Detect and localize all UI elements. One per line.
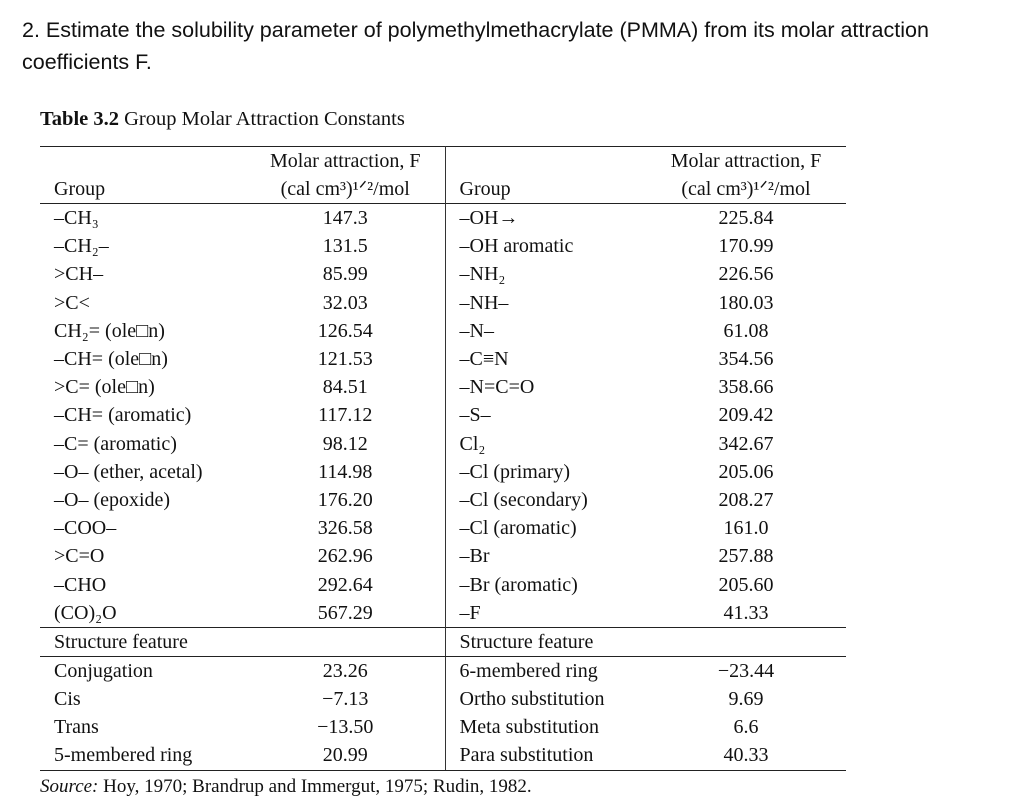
group-cell: Trans (54, 716, 99, 739)
value-cell: 61.08 (723, 319, 769, 342)
group-cell: –CH₂– (54, 235, 109, 258)
group-cell: –Br (445, 542, 646, 570)
table-source (40, 774, 846, 800)
table-row (40, 260, 846, 288)
value-cell: 147.3 (322, 207, 368, 230)
table-body (40, 204, 846, 771)
structure-feature-label: Structure feature (40, 627, 246, 656)
table-row (40, 570, 846, 598)
value-cell: 326.58 (317, 517, 373, 540)
header-molar-line1: Molar attraction, F (269, 150, 421, 172)
structure-feature-label: Structure feature (445, 627, 646, 656)
constants-table (40, 146, 846, 771)
group-cell: –Cl (secondary) (445, 486, 646, 514)
group-cell: Ortho substitution (445, 685, 646, 713)
question-text: 2. Estimate the solubility parameter of polymethylmethacrylate (PMMA) from its molar attraction coefficients F. (22, 18, 929, 74)
group-cell: –CHO (54, 573, 107, 596)
group-cell: 5-membered ring (40, 741, 246, 770)
table-row (40, 486, 846, 514)
value-cell: 98.12 (322, 432, 368, 455)
group-cell: Conjugation (54, 659, 153, 682)
value-cell: 6.6 (733, 716, 759, 739)
value-cell: 170.99 (718, 235, 774, 258)
group-cell: –CH= (ole□n) (54, 348, 168, 371)
group-cell: (CO)₂O (54, 601, 117, 624)
group-cell: –NH₂ (445, 260, 646, 288)
table-row (40, 542, 846, 570)
table-row (40, 232, 846, 260)
header-molar-right (646, 147, 846, 204)
group-cell: Cis (54, 688, 81, 711)
value-cell: 205.60 (718, 573, 774, 596)
empty-cell (646, 627, 846, 656)
table-row (40, 289, 846, 317)
header-molar-line2: (cal cm³)¹ᐟ²/mol (280, 178, 410, 200)
value-cell: 32.03 (322, 291, 368, 314)
header-molar-left (246, 147, 445, 204)
value-cell: 161.0 (723, 517, 769, 540)
group-cell: –N– (445, 317, 646, 345)
value-cell: 126.54 (317, 319, 373, 342)
value-cell: 85.99 (322, 263, 368, 286)
group-cell: –S– (445, 401, 646, 429)
table-row (40, 713, 846, 741)
group-cell: 6-membered ring (445, 656, 646, 685)
value-cell: 121.53 (317, 348, 373, 371)
group-cell: >C=O (54, 545, 105, 568)
group-cell: –CH₃ (54, 207, 99, 230)
group-cell: Cl₂ (445, 430, 646, 458)
value-cell: 342.67 (718, 432, 774, 455)
group-cell: –N=C=O (445, 373, 646, 401)
header-group-left: Group (54, 178, 106, 200)
group-cell: –OH aromatic (445, 232, 646, 260)
value-cell: 567.29 (317, 601, 373, 624)
source-citation: Hoy, 1970; Brandrup and Immergut, 1975; Rudin, 1982. (103, 775, 532, 797)
group-cell: –CH= (aromatic) (54, 404, 192, 427)
group-cell: Meta substitution (445, 713, 646, 741)
value-cell: −23.44 (717, 659, 775, 682)
group-cell: Para substitution (445, 741, 646, 770)
table-row (40, 458, 846, 486)
table-caption-title: Group Molar Attraction Constants (124, 108, 405, 130)
table-row (40, 345, 846, 373)
header-group-right: Group (445, 147, 646, 204)
value-cell: 226.56 (718, 263, 774, 286)
value-cell: 176.20 (317, 488, 373, 511)
header-molar-line1: Molar attraction, F (670, 150, 822, 172)
group-cell: >C< (54, 291, 90, 314)
group-cell: –COO– (54, 517, 117, 540)
value-cell: 41.33 (723, 601, 769, 624)
value-cell: 114.98 (318, 460, 373, 483)
group-cell: –O– (ether, acetal) (54, 460, 203, 483)
value-cell: 117.12 (318, 404, 373, 427)
value-cell: 257.88 (718, 545, 774, 568)
group-cell: –Cl (primary) (445, 458, 646, 486)
empty-cell (246, 627, 445, 656)
value-cell: 23.26 (322, 659, 368, 682)
source-label: Source: (40, 775, 99, 797)
value-cell: 209.42 (718, 404, 774, 427)
table-row (40, 599, 846, 628)
group-cell: –O– (epoxide) (54, 488, 171, 511)
group-cell: –Br (aromatic) (445, 570, 646, 598)
table-caption (40, 104, 846, 134)
table-row (40, 204, 846, 233)
table-row (40, 430, 846, 458)
group-cell: >C= (ole□n) (54, 376, 155, 399)
table-row (40, 656, 846, 685)
table-caption-number: Table 3.2 (40, 108, 119, 130)
group-cell: CH₂= (ole□n) (54, 319, 165, 342)
table-row (40, 317, 846, 345)
value-cell: 292.64 (317, 573, 373, 596)
value-cell: 208.27 (718, 488, 774, 511)
value-cell: −13.50 (317, 716, 374, 739)
table-row (40, 373, 846, 401)
value-cell: −7.13 (322, 688, 369, 711)
value-cell: 262.96 (317, 545, 373, 568)
table-row (40, 685, 846, 713)
value-cell: 84.51 (322, 376, 368, 399)
molar-attraction-table (40, 104, 846, 800)
value-cell: 9.69 (728, 688, 764, 711)
table-row (40, 401, 846, 429)
group-cell: –F (445, 599, 646, 628)
value-cell: 205.06 (718, 460, 774, 483)
value-cell: 40.33 (646, 741, 846, 770)
value-cell: 20.99 (246, 741, 445, 770)
value-cell: 180.03 (718, 291, 774, 314)
table-row (40, 741, 846, 770)
header-molar-line2: (cal cm³)¹ᐟ²/mol (681, 178, 811, 200)
value-cell: 354.56 (718, 348, 774, 371)
structure-feature-header-row (40, 627, 846, 656)
table-row (40, 514, 846, 542)
value-cell: 225.84 (718, 207, 774, 230)
group-cell: –C= (aromatic) (54, 432, 177, 455)
group-cell: –C≡N (445, 345, 646, 373)
value-cell: 131.5 (322, 235, 368, 258)
group-cell: –OH→ (445, 204, 646, 233)
group-cell: –NH– (445, 289, 646, 317)
value-cell: 358.66 (718, 376, 774, 399)
table-header-row (40, 147, 846, 204)
group-cell: –Cl (aromatic) (445, 514, 646, 542)
group-cell: >CH– (54, 263, 104, 286)
